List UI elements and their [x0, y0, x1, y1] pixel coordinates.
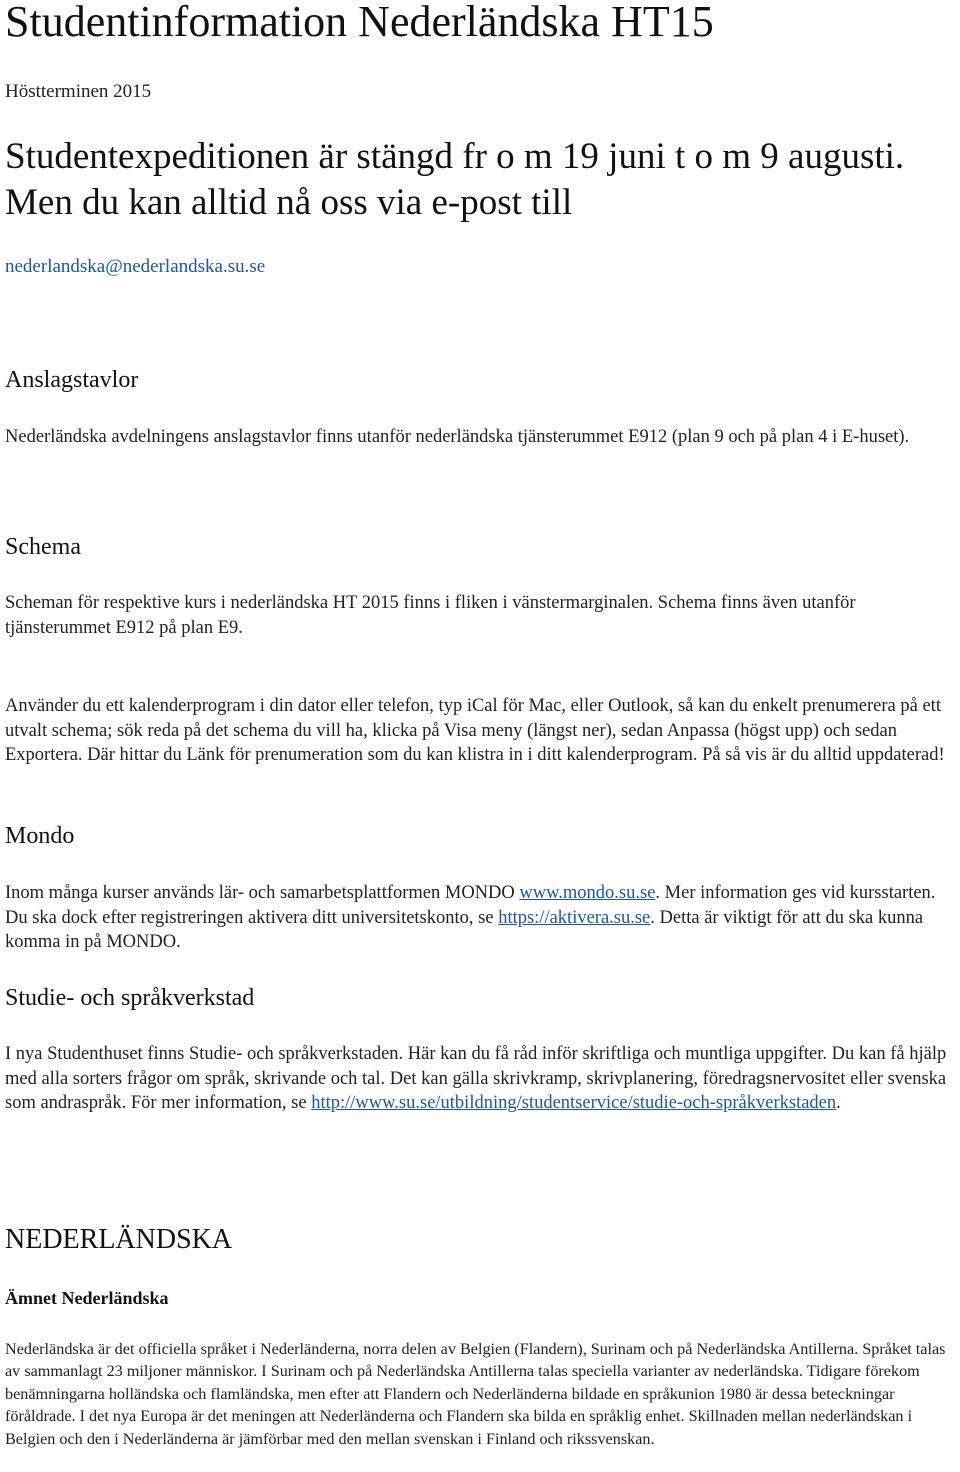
term-label: Höstterminen 2015: [5, 81, 152, 102]
anslag-heading: Anslagstavlor: [5, 367, 139, 393]
amnet-subheading: Ämnet Nederländska: [5, 1288, 169, 1308]
mondo-text-part: Inom många kurser används lär- och samarbetsplattformen MONDO: [5, 883, 520, 903]
mondo-heading: Mondo: [5, 823, 75, 849]
mondo-link[interactable]: www.mondo.su.se: [519, 883, 656, 903]
studie-text-part: I nya Studenthuset finns Studie- och språkverkstaden. Här kan du få råd inför skriftliga och muntliga uppgifter. Du kan få hjälp med alla sorters frågor om språk, skrivande och tal. Det kan gälla skrivkramp, skrivplanering, föredragsnervositet eller svenska som andraspråk. För mer information, se: [5, 1044, 947, 1113]
schema-heading: Schema: [5, 534, 81, 560]
studie-text: [5, 1042, 953, 1116]
nederlandska-text: Nederländska är det officiella språket i Nederländerna, norra delen av Belgien (Flandern), Surinam och på Nederländska Antillerna. Språket talas av sammanlagt 23 miljoner människor. I Surinam och på Nederländska Antillerna talas speciella varianter av nederländska. Tidigare förekom benämningarna holländska och flamländska, men efter att Flandern och Nederländerna bildade en språkunion 1980 är dessa beteckningar föråldrade. I det nya Europa är det meningen att Nederländerna och Flandern ska bilda en språklig enhet. Skillnaden mellan nederländskan i Belgien och den i Nederländerna är jämförbar med den mellan svenskan i Finland och rikssvenskan.: [5, 1340, 946, 1448]
schema-text: Scheman för respektive kurs i nederländska HT 2015 finns i fliken i vänstermarginalen. Schema finns även utanför tjänsterummet E912 på plan E9.: [5, 593, 856, 638]
studie-text-part: .: [836, 1093, 841, 1113]
mondo-text-part: . Detta är viktigt för att du ska kunna komma in på MONDO.: [5, 907, 924, 952]
studie-heading: Studie- och språkverkstad: [5, 985, 255, 1011]
studie-link[interactable]: http://www.su.se/utbildning/studentservice/studie-och-språkverkstaden: [311, 1093, 837, 1113]
anslag-text: Nederländska avdelningens anslagstavlor finns utanför nederländska tjänsterummet E912 (plan 9 och på plan 4 i E-huset).: [5, 427, 910, 447]
page-title: Studentinformation Nederländska HT15: [5, 0, 714, 46]
email-link[interactable]: nederlandska@nederlandska.su.se: [5, 256, 266, 277]
mondo-text: [5, 881, 953, 955]
calendar-text: Använder du ett kalenderprogram i din dator eller telefon, typ iCal för Mac, eller Outlook, så kan du enkelt prenumerera på ett utvalt schema; sök reda på det schema du vill ha, klicka på Visa meny (längst ner), sedan Anpassa (högst upp) och sedan Exportera. Där hittar du Länk för prenumeration som du kan klistra in i ditt kalenderprogram. På så vis är du alltid uppdaterad!: [5, 696, 945, 765]
closed-notice: Studentexpeditionen är stängd fr o m 19 juni t o m 9 augusti. Men du kan alltid nå oss via e-post till: [5, 136, 905, 223]
contact-email: [5, 255, 265, 279]
nederlandska-heading: NEDERLÄNDSKA: [5, 1224, 233, 1255]
aktivera-link[interactable]: https://aktivera.su.se: [498, 907, 651, 928]
mondo-text-part: . Mer information ges vid kursstarten. Du ska dock efter registreringen aktivera ditt universitetskonto, se: [5, 883, 936, 928]
